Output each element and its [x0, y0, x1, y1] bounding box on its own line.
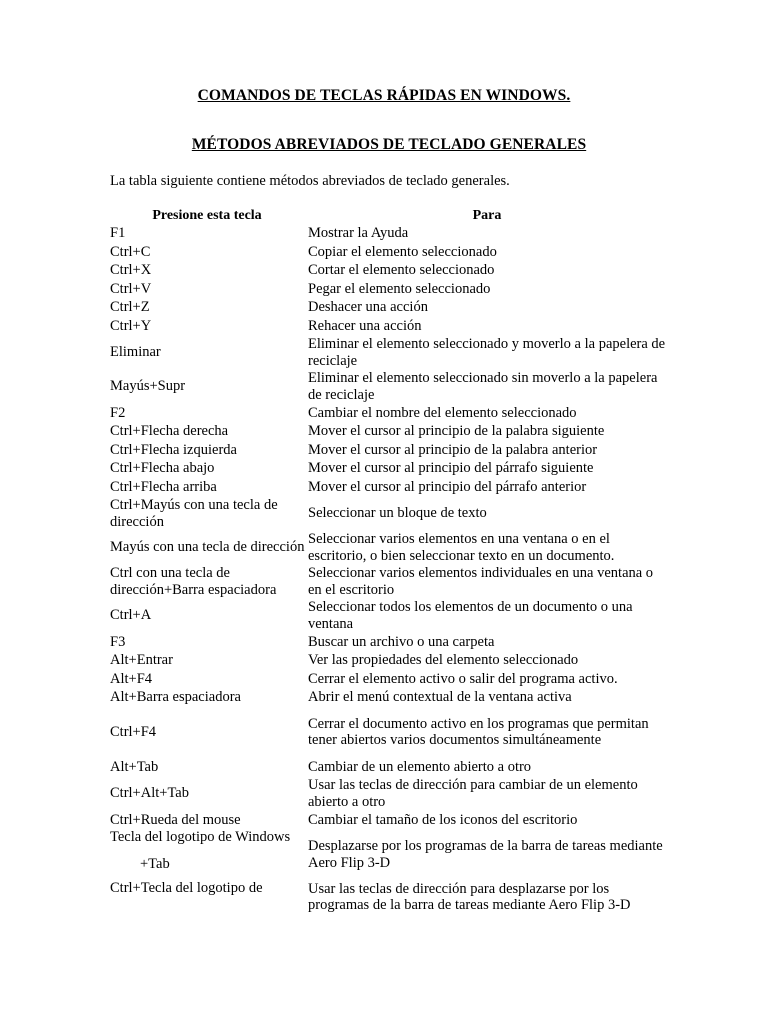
- table-row: [108, 336, 668, 370]
- key-cell: Ctrl+V: [110, 280, 152, 297]
- action-cell: Mover el cursor al principio de la palabra siguiente: [308, 423, 605, 440]
- key-cell: Eliminar: [110, 344, 161, 361]
- action-cell: Mover el cursor al principio de la palabra anterior: [308, 441, 598, 458]
- document-title: COMANDOS DE TECLAS RÁPIDAS EN WINDOWS.: [197, 87, 571, 104]
- table-row: [108, 280, 668, 299]
- table-row: [108, 317, 668, 336]
- key-cell: Ctrl+C: [110, 243, 151, 260]
- table-row: [108, 829, 668, 880]
- key-cell: Ctrl+Rueda del mouse: [110, 811, 241, 828]
- table-row: [108, 497, 668, 531]
- table-row: [108, 880, 668, 914]
- action-cell: Cerrar el elemento activo o salir del programa activo.: [308, 670, 618, 687]
- shortcut-table: [108, 205, 668, 914]
- table-row: [108, 422, 668, 441]
- key-cell: Ctrl+Z: [110, 299, 150, 316]
- key-cell: Ctrl+X: [110, 262, 152, 279]
- key-cell: Mayús+Supr: [110, 378, 186, 395]
- table-row: [108, 633, 668, 652]
- column-header-key: Presione esta tecla: [152, 208, 262, 223]
- action-cell: Cerrar el documento activo en los programas que permitan tener abiertos varios documentos simultáneamente: [308, 715, 649, 749]
- section-title: MÉTODOS ABREVIADOS DE TECLADO GENERALES: [191, 136, 587, 153]
- action-cell: Seleccionar todos los elementos de un documento o una ventana: [308, 599, 633, 632]
- action-cell: Abrir el menú contextual de la ventana activa: [308, 689, 572, 706]
- action-cell: Mostrar la Ayuda: [308, 225, 409, 242]
- table-row: [108, 707, 668, 758]
- action-cell: Rehacer una acción: [308, 318, 422, 335]
- key-cell: F3: [110, 633, 126, 650]
- key-cell: Ctrl+Flecha abajo: [110, 460, 215, 477]
- action-cell: Eliminar el elemento seleccionado y moverlo a la papelera de reciclaje: [308, 336, 666, 369]
- table-row: [108, 243, 668, 262]
- table-row: [108, 531, 668, 565]
- key-cell: Ctrl+Flecha arriba: [110, 478, 217, 495]
- key-cell: Alt+Barra espaciadora: [110, 689, 241, 706]
- key-cell: Ctrl+Y: [110, 318, 152, 335]
- column-header-action: Para: [472, 208, 502, 223]
- table-row: [108, 688, 668, 707]
- key-line: Tecla del logotipo de Windows: [110, 829, 291, 846]
- table-row: [108, 811, 668, 830]
- table-row: [108, 478, 668, 497]
- action-cell: Usar las teclas de dirección para cambiar de un elemento abierto a otro: [308, 777, 638, 810]
- key-cell: F1: [110, 225, 126, 242]
- table-header-row: [108, 205, 668, 224]
- action-cell: Seleccionar un bloque de texto: [308, 505, 487, 522]
- key-cell: Ctrl+Mayús con una tecla de dirección: [110, 497, 278, 530]
- table-row: [108, 565, 668, 599]
- intro-paragraph: La tabla siguiente contiene métodos abreviados de teclado generales.: [110, 173, 510, 189]
- key-cell: Ctrl+F4: [110, 724, 157, 741]
- table-row: [108, 298, 668, 317]
- key-cell: Alt+F4: [110, 670, 153, 687]
- action-cell: Usar las teclas de dirección para desplazarse por los programas de la barra de tareas mediante Aero Flip 3-D: [308, 880, 631, 914]
- key-cell: Mayús con una tecla de dirección: [110, 539, 305, 556]
- key-line: +Tab: [140, 855, 170, 872]
- key-cell: Ctrl+Flecha derecha: [110, 423, 229, 440]
- table-row: [108, 651, 668, 670]
- action-cell: Mover el cursor al principio del párrafo anterior: [308, 478, 587, 495]
- action-cell: Seleccionar varios elementos individuales en una ventana o en el escritorio: [308, 565, 654, 598]
- key-cell: Ctrl+Flecha izquierda: [110, 441, 237, 458]
- key-cell: Ctrl+A: [110, 607, 152, 624]
- key-cell: Alt+Entrar: [110, 652, 173, 669]
- key-cell: Ctrl+Alt+Tab: [110, 785, 189, 802]
- action-cell: Mover el cursor al principio del párrafo siguiente: [308, 460, 594, 477]
- action-cell: Cortar el elemento seleccionado: [308, 262, 495, 279]
- action-cell: Desplazarse por los programas de la barra de tareas mediante Aero Flip 3-D: [308, 838, 663, 871]
- action-cell: Seleccionar varios elementos en una ventana o en el escritorio, o bien seleccionar texto en un documento.: [308, 531, 615, 564]
- action-cell: Cambiar el tamaño de los iconos del escritorio: [308, 811, 578, 828]
- key-cell: [108, 829, 306, 880]
- table-row: [108, 777, 668, 811]
- table-row: [108, 599, 668, 633]
- key-cell: Ctrl con una tecla de dirección+Barra espaciadora: [110, 565, 277, 598]
- key-cell: Ctrl+Tecla del logotipo de: [110, 880, 263, 897]
- key-cell: F2: [110, 404, 126, 421]
- table-row: [108, 370, 668, 404]
- table-row: [108, 459, 668, 478]
- action-cell: Eliminar el elemento seleccionado sin moverlo a la papelera de reciclaje: [308, 370, 658, 403]
- action-cell: Ver las propiedades del elemento seleccionado: [308, 652, 579, 669]
- action-cell: Cambiar de un elemento abierto a otro: [308, 758, 532, 775]
- table-row: [108, 758, 668, 777]
- table-row: [108, 404, 668, 423]
- table-row: [108, 261, 668, 280]
- action-cell: Deshacer una acción: [308, 299, 428, 316]
- table-row: [108, 224, 668, 243]
- action-cell: Buscar un archivo o una carpeta: [308, 633, 495, 650]
- action-cell: Pegar el elemento seleccionado: [308, 280, 491, 297]
- action-cell: Copiar el elemento seleccionado: [308, 243, 497, 260]
- action-cell: Cambiar el nombre del elemento seleccionado: [308, 404, 577, 421]
- key-cell: Alt+Tab: [110, 758, 159, 775]
- table-row: [108, 670, 668, 689]
- table-row: [108, 441, 668, 460]
